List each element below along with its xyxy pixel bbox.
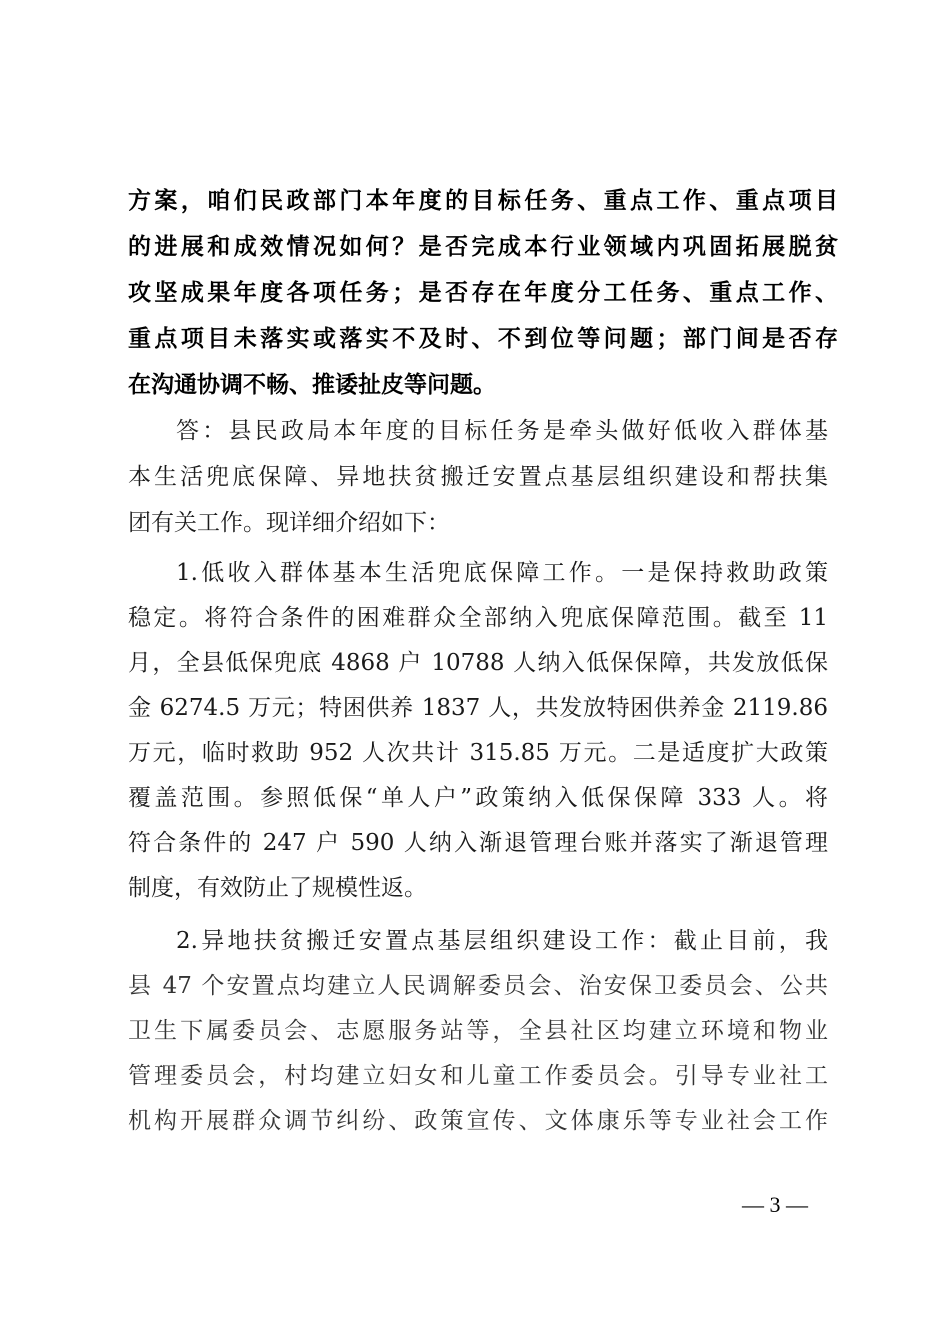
item-1-line-6: 覆盖范围。参照低保“单人户”政策纳入低保保障 333 人。将 [128,785,828,811]
answer-intro-line-1: 答：县民政局本年度的目标任务是牵头做好低收入群体基 [176,418,828,444]
item-1-line-7: 符合条件的 247 户 590 人纳入渐退管理台账并落实了渐退管理 [128,830,828,856]
item-2-line-5: 机构开展群众调节纠纷、政策宣传、文体康乐等专业社会工作 [128,1108,828,1134]
question-line-1: 方案，咱们民政部门本年度的目标任务、重点工作、重点项目 [128,188,838,214]
answer-intro-line-3: 团有关工作。现详细介绍如下： [128,510,450,536]
item-2-line-2: 县 47 个安置点均建立人民调解委员会、治安保卫委员会、公共 [128,973,828,999]
item-2-line-4: 管理委员会，村均建立妇女和儿童工作委员会。引导专业社工 [128,1063,828,1089]
item-1-line-1: 1.低收入群体基本生活兜底保障工作。一是保持救助政策 [176,560,828,586]
question-line-5: 在沟通协调不畅、推诿扯皮等问题。 [128,372,496,398]
item-1-line-8: 制度，有效防止了规模性返。 [128,875,427,901]
question-line-3: 攻坚成果年度各项任务；是否存在年度分工任务、重点工作、 [128,280,838,306]
item-1-line-5: 万元，临时救助 952 人次共计 315.85 万元。二是适度扩大政策 [128,740,828,766]
item-1-line-2: 稳定。将符合条件的困难群众全部纳入兜底保障范围。截至 11 [128,605,828,631]
item-1-line-4: 金 6274.5 万元；特困供养 1837 人，共发放特困供养金 2119.86 [128,695,828,721]
item-2-line-1: 2.异地扶贫搬迁安置点基层组织建设工作：截止目前，我 [176,928,828,954]
item-2-line-3: 卫生下属委员会、志愿服务站等，全县社区均建立环境和物业 [128,1018,828,1044]
question-line-2: 的进展和成效情况如何？是否完成本行业领域内巩固拓展脱贫 [128,234,838,260]
page-number: — 3 — [742,1192,808,1217]
answer-intro-line-2: 本生活兜底保障、异地扶贫搬迁安置点基层组织建设和帮扶集 [128,464,828,490]
question-line-4: 重点项目未落实或落实不及时、不到位等问题；部门间是否存 [128,326,838,352]
item-1-line-3: 月，全县低保兜底 4868 户 10788 人纳入低保保障，共发放低保 [128,650,828,676]
